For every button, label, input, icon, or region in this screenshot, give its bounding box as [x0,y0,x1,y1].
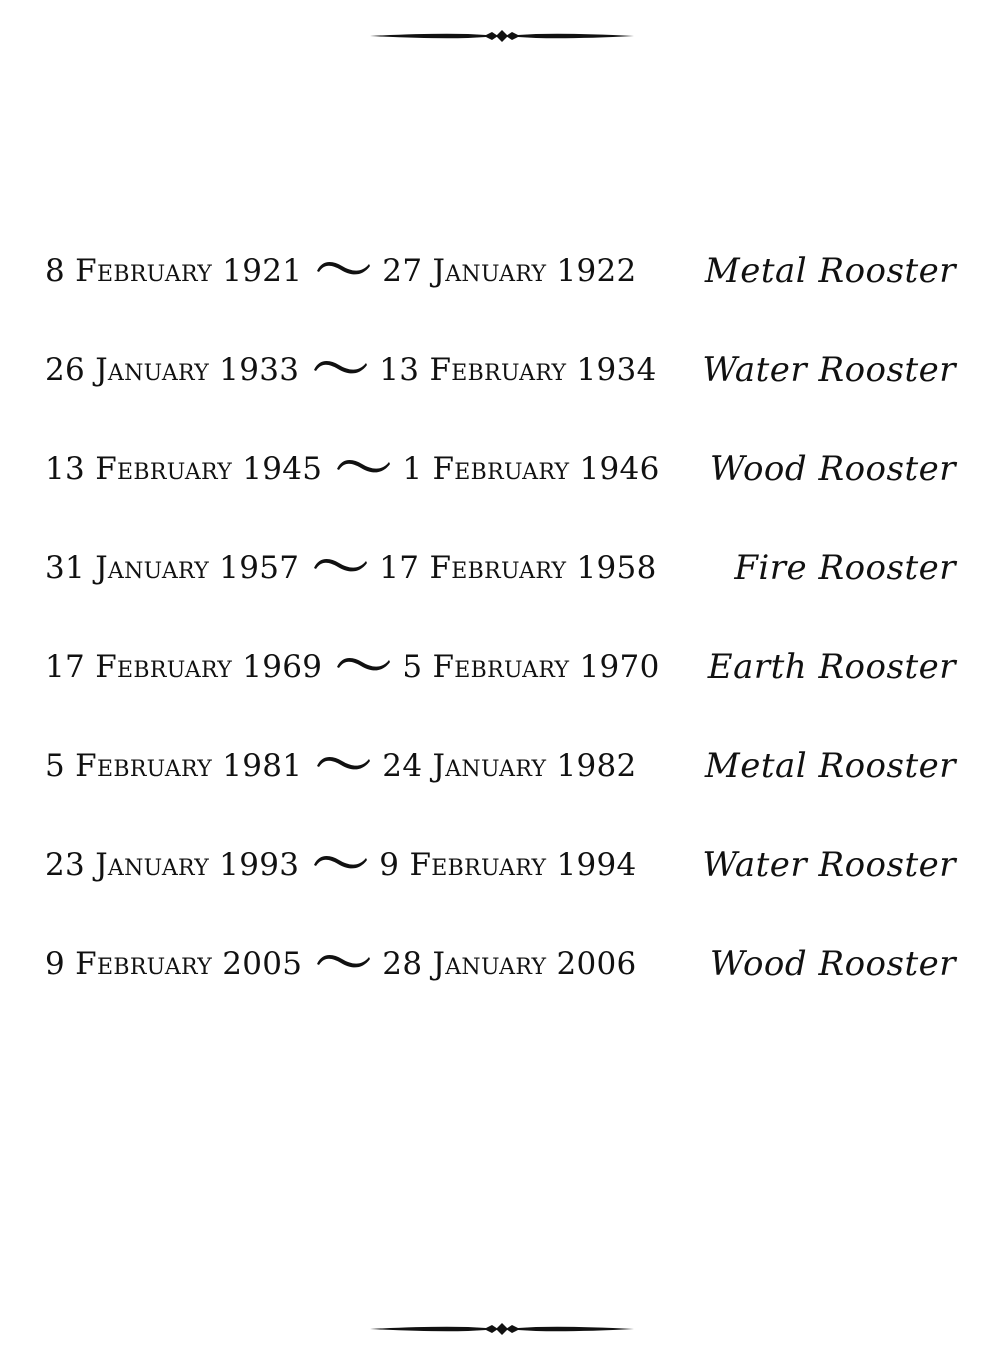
list-item [0,645,1000,744]
start-date: 17 February 1969 [45,649,323,685]
list-item [0,843,1000,942]
date-range [45,447,660,491]
end-date: 13 February 1934 [379,352,657,388]
start-date: 5 February 1981 [45,748,303,784]
swung-dash-icon [311,357,369,377]
list-item [0,942,1000,1041]
swung-dash-icon [314,258,372,278]
end-date: 17 February 1958 [379,550,657,586]
swung-dash-icon [311,555,369,575]
year-element-name: Water Rooster [702,350,956,390]
year-element-name: Wood Rooster [709,449,956,489]
start-date: 31 January 1957 [45,550,300,586]
rooster-years-list [0,249,1000,1041]
start-date: 8 February 1921 [45,253,303,289]
bottom-flourish-divider-icon [368,1322,636,1336]
start-date: 13 February 1945 [45,451,323,487]
year-element-name: Metal Rooster [704,251,956,291]
top-flourish-divider-icon [368,29,636,43]
date-range [45,645,660,689]
date-range [45,249,637,293]
end-date: 24 January 1982 [382,748,637,784]
start-date: 23 January 1993 [45,847,300,883]
swung-dash-icon [314,753,372,773]
year-element-name: Earth Rooster [707,647,956,687]
end-date: 9 February 1994 [379,847,637,883]
list-item [0,744,1000,843]
date-range [45,942,637,986]
swung-dash-icon [311,852,369,872]
year-element-name: Water Rooster [702,845,956,885]
swung-dash-icon [334,456,392,476]
date-range [45,348,657,392]
start-date: 26 January 1933 [45,352,300,388]
year-element-name: Metal Rooster [704,746,956,786]
list-item [0,546,1000,645]
start-date: 9 February 2005 [45,946,303,982]
end-date: 27 January 1922 [382,253,637,289]
year-element-name: Wood Rooster [709,944,956,984]
swung-dash-icon [314,951,372,971]
date-range [45,546,657,590]
swung-dash-icon [334,654,392,674]
end-date: 1 February 1946 [402,451,660,487]
list-item [0,348,1000,447]
end-date: 5 February 1970 [402,649,660,685]
list-item [0,447,1000,546]
year-element-name: Fire Rooster [734,548,956,588]
end-date: 28 January 2006 [382,946,637,982]
list-item [0,249,1000,348]
date-range [45,744,637,788]
date-range [45,843,637,887]
